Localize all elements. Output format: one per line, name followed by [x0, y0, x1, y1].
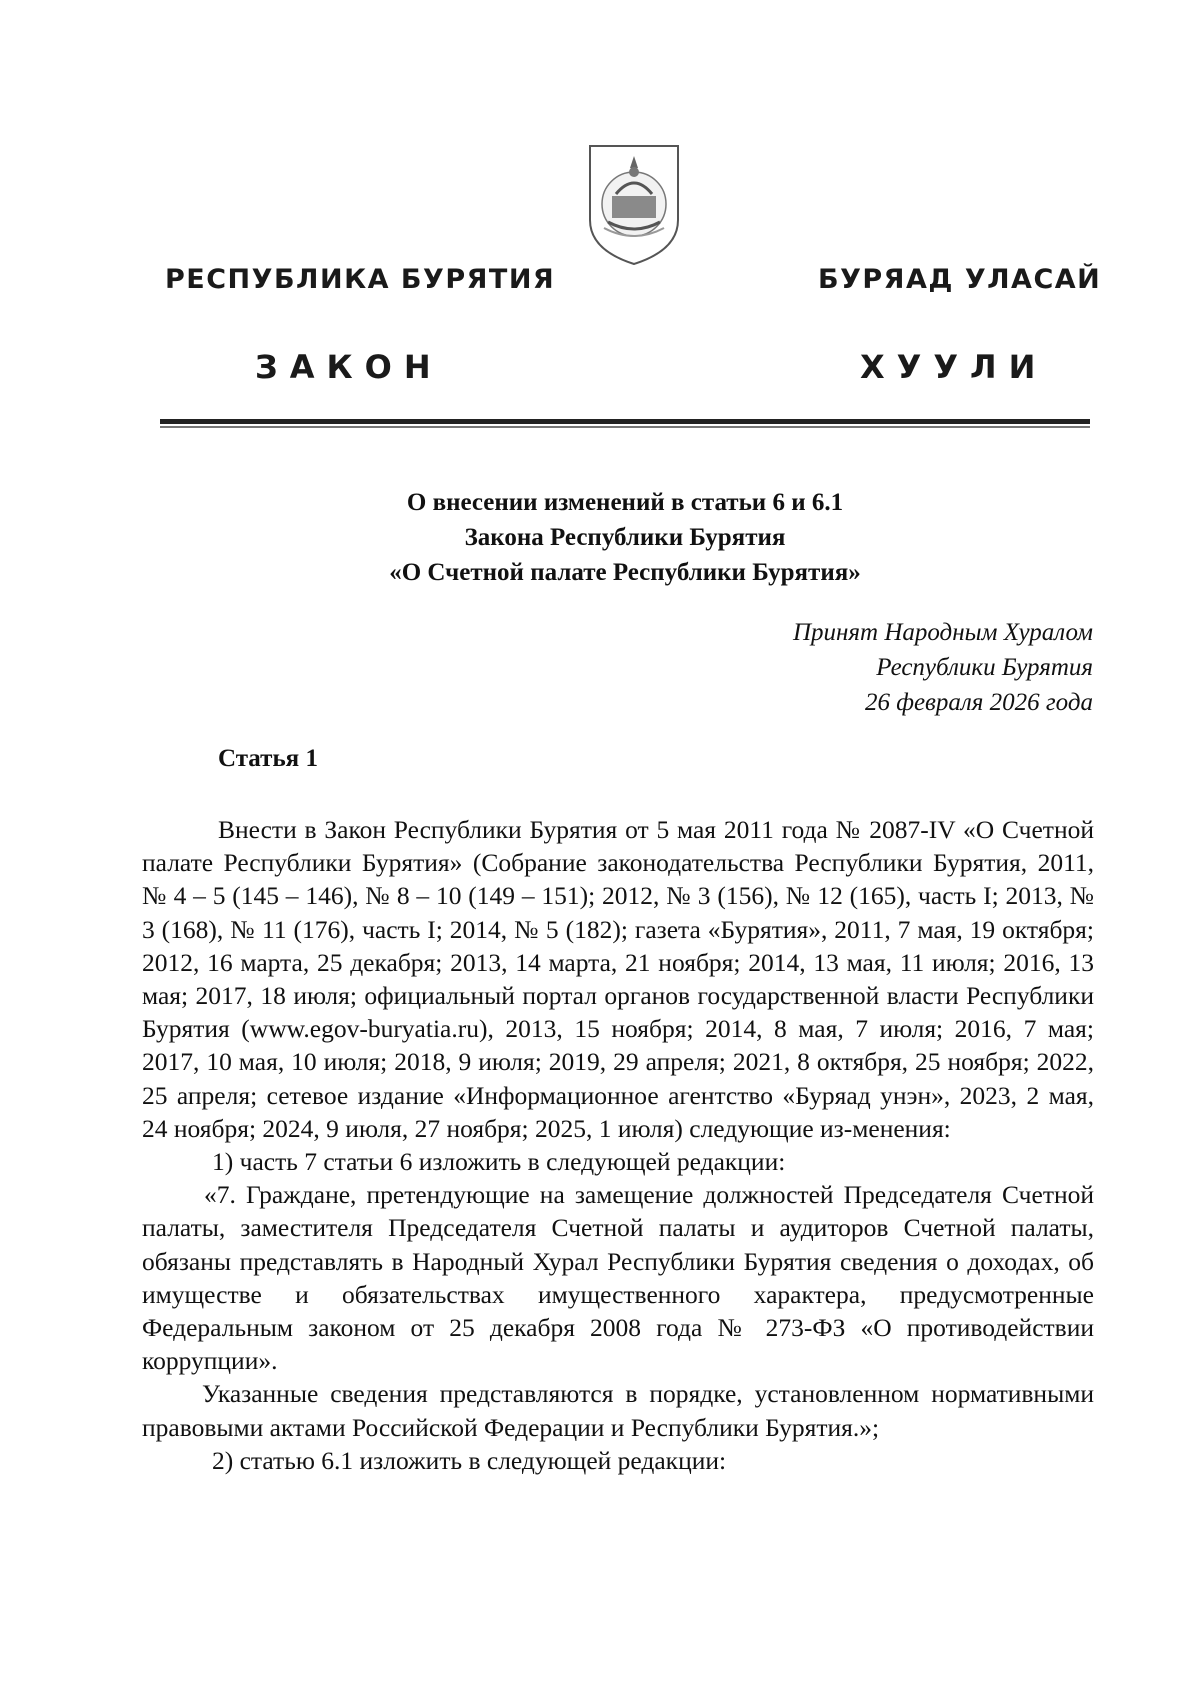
- adoption-note: [793, 615, 1093, 720]
- amended-text-part-7: «7. Граждане, претендующие на замещение должностей Председателя Счетной палаты, заместителя Председателя Счетной палаты и аудиторов Счетной палаты, обязаны представлять в Народный Хурал Республики Бурятия сведения о доходах, об имуществе и обязательствах имущественного характера, предусмотренные Федеральным законом от 25 декабря 2008 года № 273-ФЗ «О противодействии коррупции».: [142, 1180, 1094, 1376]
- republic-name-buryat: БУРЯАД УЛАСАЙ: [818, 264, 1102, 295]
- adoption-date: 26 февраля 2026 года: [864, 689, 1093, 716]
- coat-of-arms-emblem: [586, 142, 682, 267]
- title-line-1: О внесении изменений в статьи 6 и 6.1: [406, 489, 844, 516]
- adoption-line-1: Принят Народным Хуралом: [792, 619, 1093, 646]
- article-body: [142, 813, 1094, 1477]
- document-type-buryat: ХУУЛИ: [860, 348, 1048, 386]
- document-type-russian: ЗАКОН: [255, 348, 443, 386]
- article-heading: Статья 1: [218, 745, 318, 772]
- amended-text-paragraph-2: Указанные сведения представляются в порядке, установленном нормативными правовыми актами Российской Федерации и Республики Бурятия.»;: [142, 1379, 1094, 1442]
- amendment-item-1: 1) часть 7 статьи 6 изложить в следующей редакции:: [212, 1147, 786, 1177]
- document-title: [160, 485, 1090, 590]
- adoption-line-2: Республики Бурятия: [876, 654, 1093, 681]
- amendment-item-2: 2) статью 6.1 изложить в следующей редакции:: [212, 1445, 727, 1475]
- republic-name-russian: РЕСПУБЛИКА БУРЯТИЯ: [165, 264, 556, 295]
- title-line-3: «О Счетной палате Республики Бурятия»: [389, 559, 861, 586]
- title-line-2: Закона Республики Бурятия: [464, 524, 786, 551]
- intro-paragraph: Внести в Закон Республики Бурятия от 5 мая 2011 года № 2087-IV «О Счетной палате Республики Бурятия» (Собрание законодательства Республики Бурятия, 2011, № 4 – 5 (145 – 146), № 8 – 10 (149 – 151); 2012, № 3 (156), № 12 (165), часть I; 2013, № 3 (168), № 11 (176), часть I; 2014, № 5 (182); газета «Бурятия», 2011, 7 мая, 19 октября; 2012, 16 марта, 25 декабря; 2013, 14 марта, 21 ноября; 2014, 13 мая, 11 июля; 2016, 13 мая; 2017, 18 июля; официальный портал органов государственной власти Республики Бурятия (www.egov-buryatia.ru), 2013, 15 ноября; 2014, 8 мая, 7 июля; 2016, 7 мая; 2017, 10 мая, 10 июля; 2018, 9 июля; 2019, 29 апреля; 2021, 8 октября, 25 ноября; 2022, 25 апреля; сетевое издание «Информационное агентство «Буряад унэн», 2023, 2 мая, 24 ноября; 2024, 9 июля, 27 ноября; 2025, 1 июля) следующие из-менения:: [142, 815, 1094, 1143]
- header-divider-thin: [160, 426, 1090, 428]
- header-divider: [160, 419, 1090, 424]
